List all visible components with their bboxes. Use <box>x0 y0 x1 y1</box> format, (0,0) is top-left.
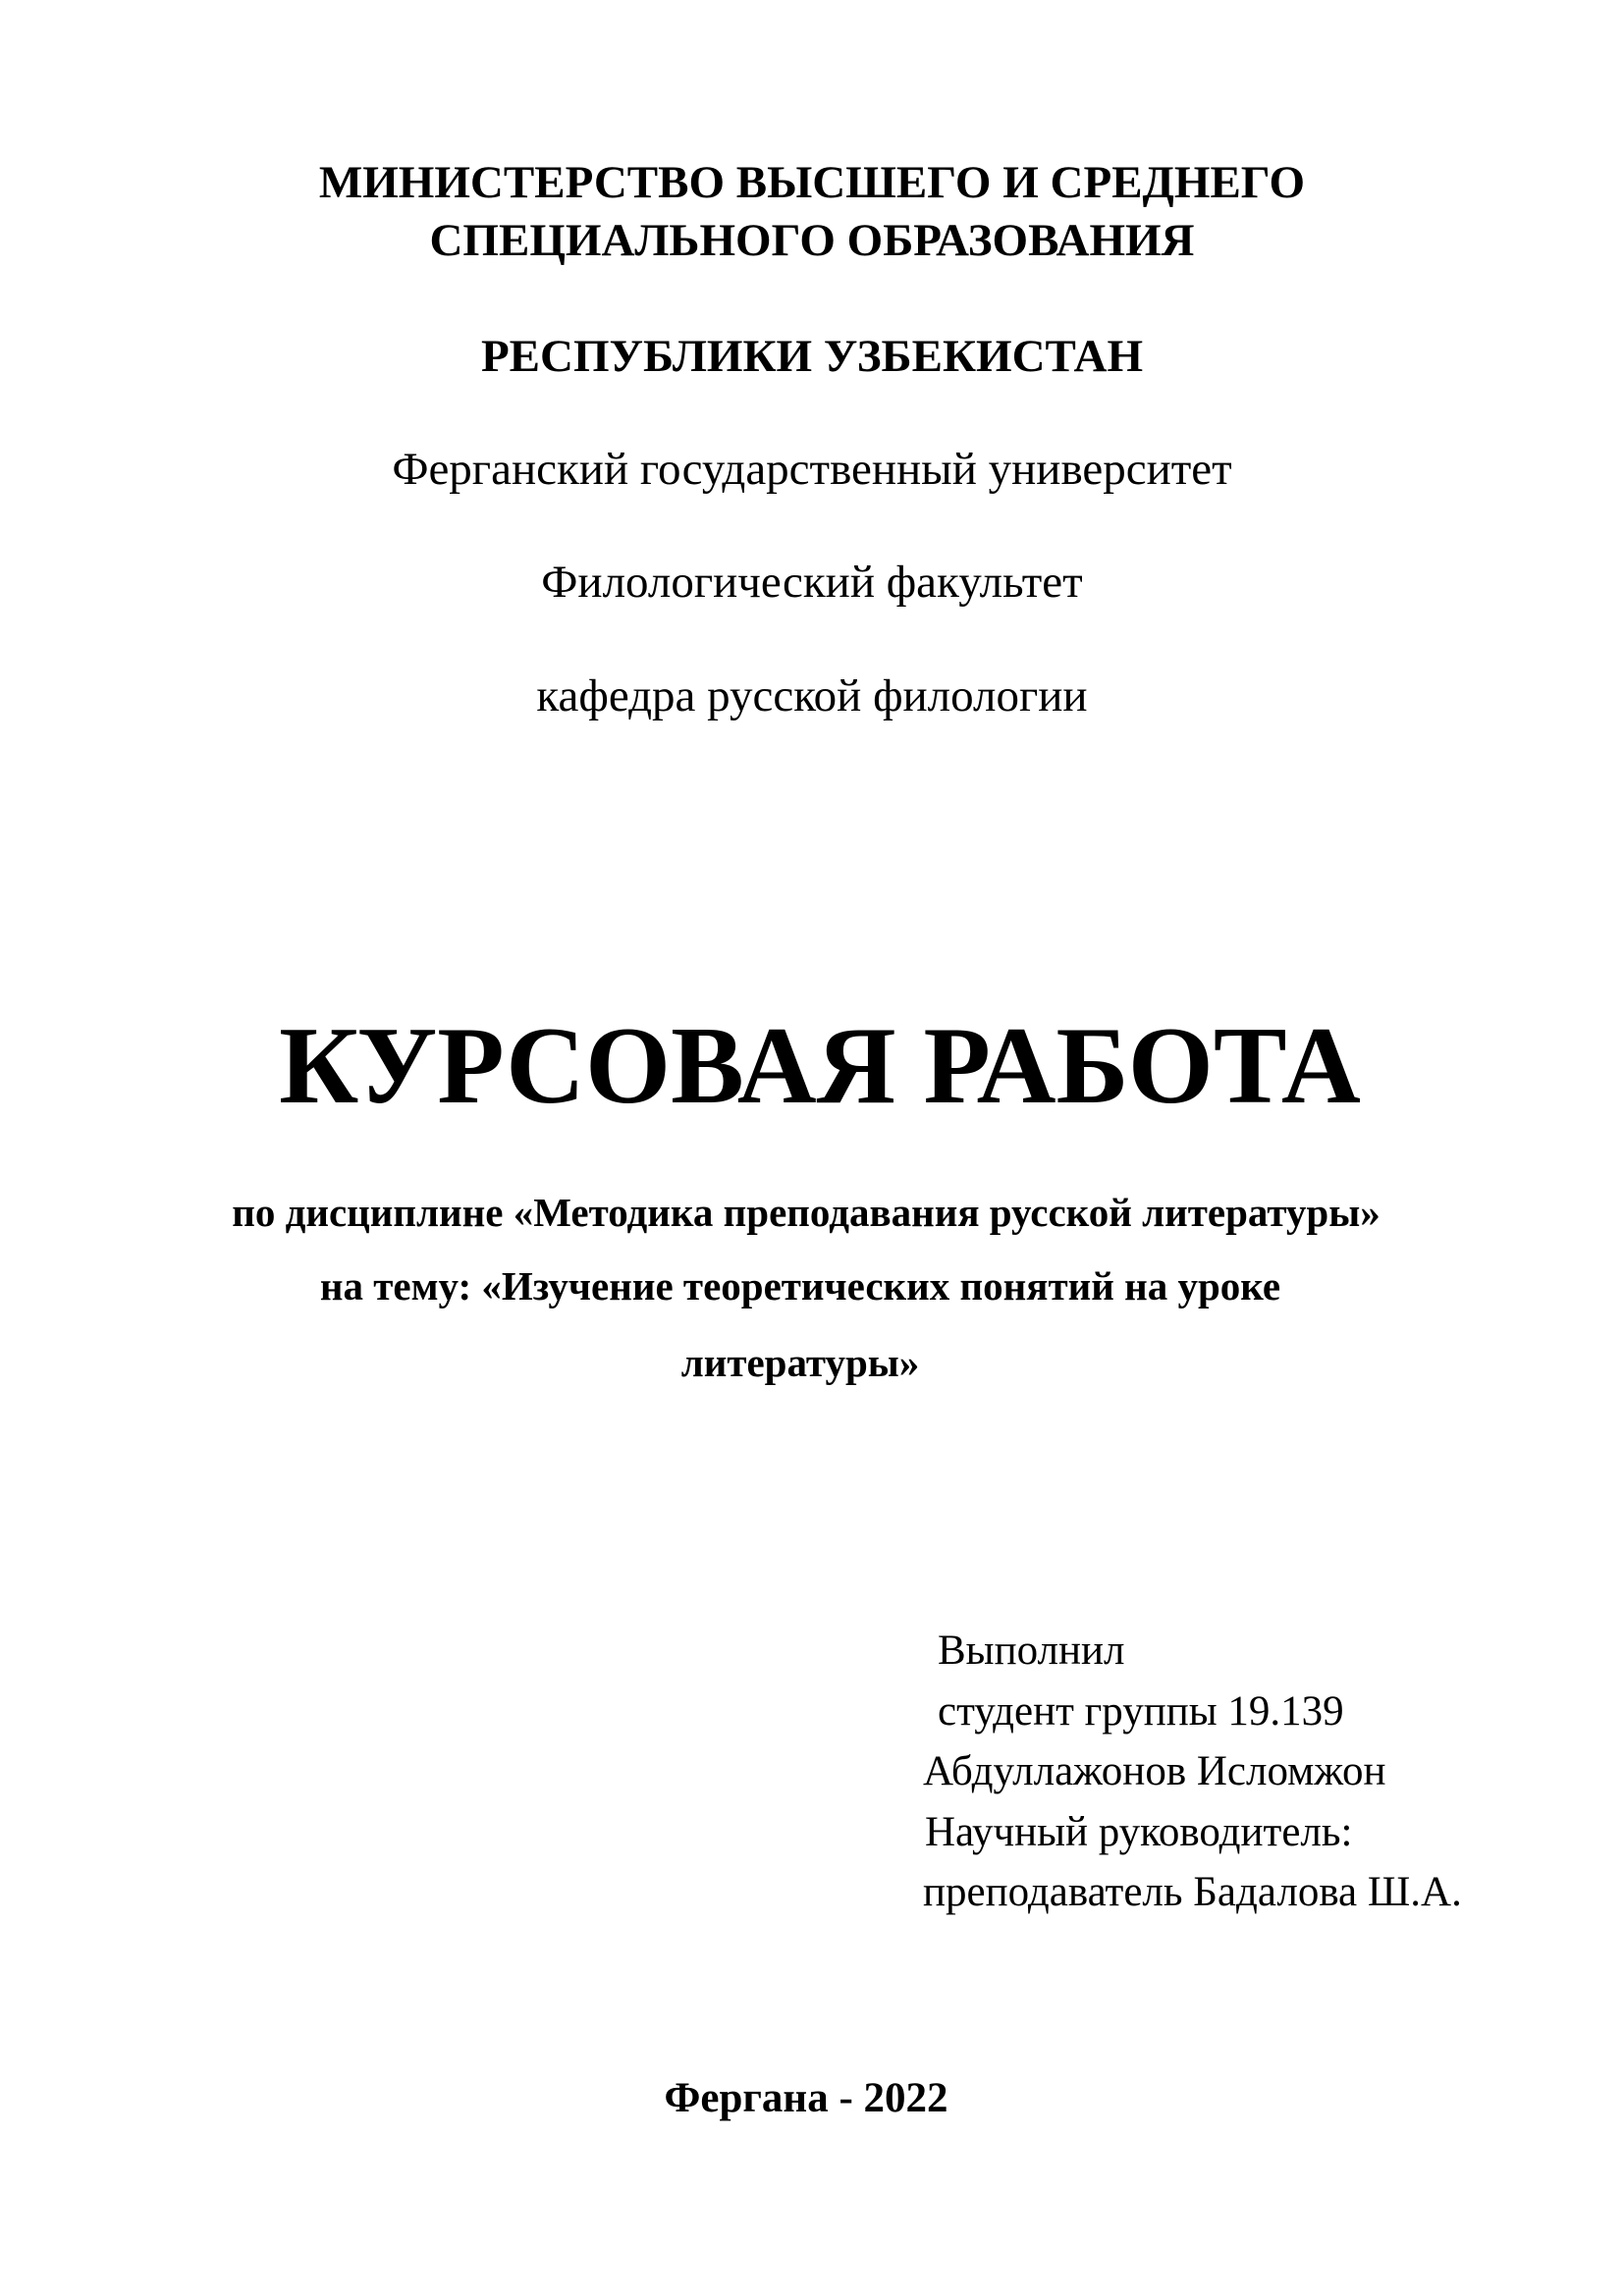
topic-line-2: литературы» <box>680 1340 920 1385</box>
ministry-line-2: СПЕЦИАЛЬНОГО ОБРАЗОВАНИЯ <box>429 215 1195 266</box>
supervisor-label: Научный руководитель: <box>925 1809 1353 1855</box>
ministry-line-1: МИНИСТЕРСТВО ВЫСШЕГО И СРЕДНЕГО <box>318 157 1306 208</box>
city-year: Фергана - 2022 <box>664 2075 948 2121</box>
document-title: КУРСОВАЯ РАБОТА <box>279 1005 1361 1127</box>
supervisor-name: преподаватель Бадалова Ш.А. <box>923 1869 1462 1915</box>
topic-line-1: на тему: «Изучение теоретических понятий на уроке <box>319 1263 1281 1308</box>
department-name: кафедра русской филологии <box>536 670 1088 721</box>
republic-line: РЕСПУБЛИКИ УЗБЕКИСТАН <box>480 331 1144 382</box>
faculty-name: Филологический факультет <box>541 557 1083 608</box>
university-name: Ферганский государственный университет <box>392 444 1232 495</box>
performed-label: Выполнил <box>938 1628 1125 1674</box>
discipline-line: по дисциплине «Методика преподавания русской литературы» <box>232 1190 1380 1235</box>
student-name: Абдуллажонов Исломжон <box>923 1748 1386 1794</box>
student-group: студент группы 19.139 <box>938 1688 1344 1735</box>
